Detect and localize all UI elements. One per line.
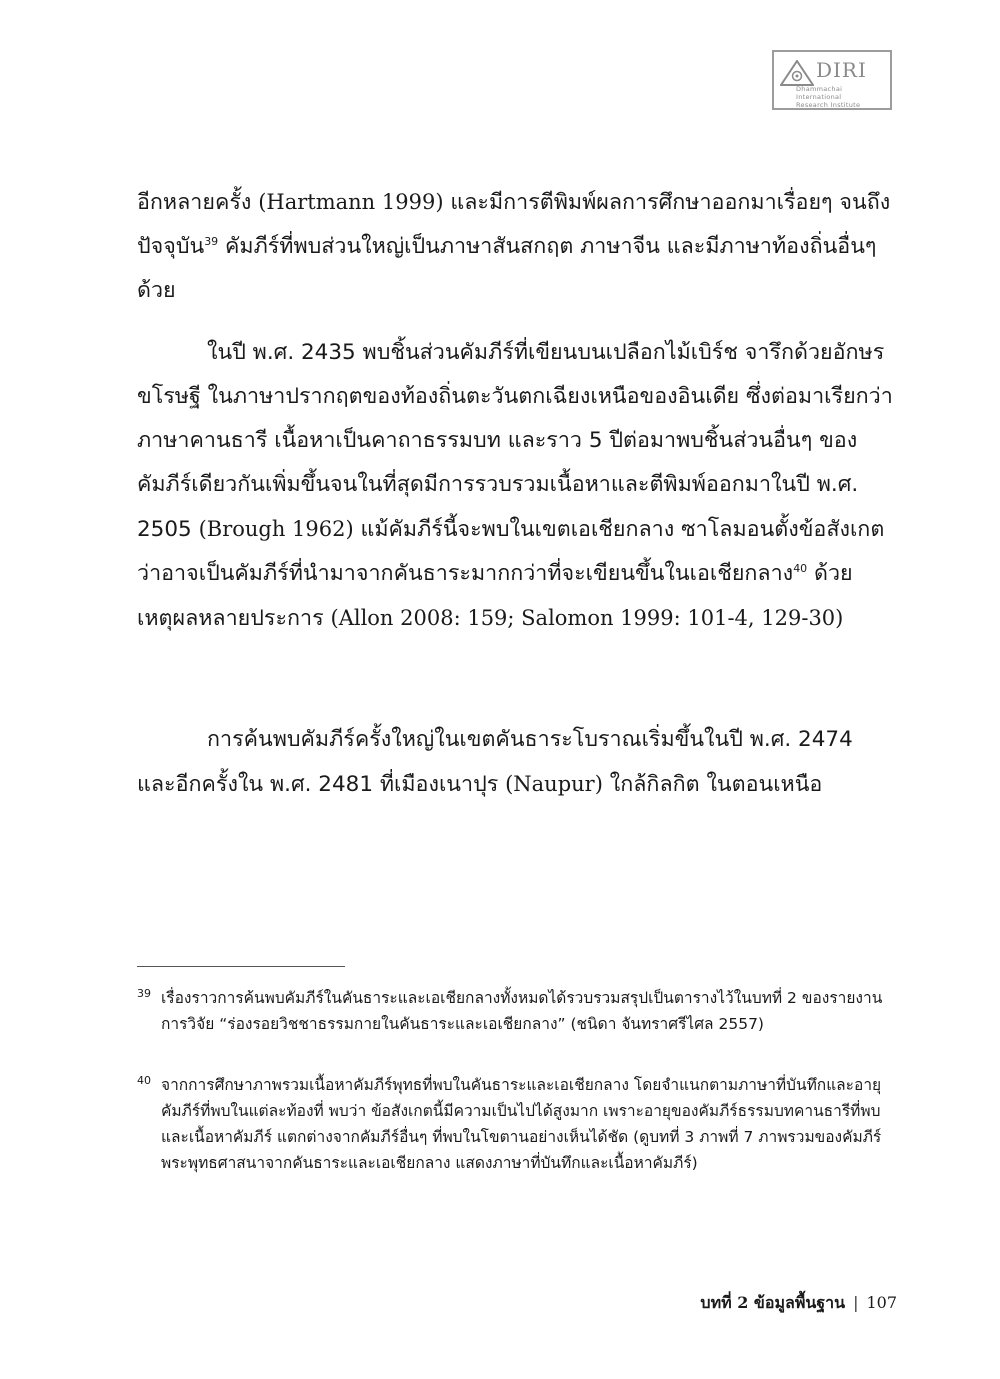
- logo-subtitle: [796, 85, 888, 109]
- chapter-title: บทที่ 2 ข้อมูลพื้นฐาน: [700, 1293, 846, 1312]
- p3-text-a: การค้นพบคัมภีร์ครั้งใหญ่ในเขตคันธาระโบราณเริ่มขึ้นในปี พ.ศ. 2474 และอีกครั้งใน พ.ศ. 2481 ที่เมืองเนาปุร: [137, 727, 853, 797]
- running-footer: [700, 1291, 897, 1316]
- p1-text-c: และมีการตีพิมพ์ผลการศึกษาออกมาเรื่อยๆ จนถึงปัจจุบัน: [137, 190, 891, 259]
- footnote-ref-40[interactable]: 40: [793, 561, 808, 575]
- p2-citation-brough: (Brough 1962): [198, 517, 354, 541]
- diri-logo: [772, 50, 892, 110]
- p2-text-c: แม้คัมภีร์นี้จะพบในเขตเอเชียกลาง ซาโลมอนตั้งข้อสังเกตว่าอาจเป็นคัมภีร์ที่นำมาจากคันธาระมากกว่าที่จะเขียนขึ้นในเอเชียกลาง: [137, 517, 885, 586]
- footnote-39: [137, 985, 897, 1037]
- footnote-text: เรื่องราวการค้นพบคัมภีร์ในคันธาระและเอเชียกลางทั้งหมดได้รวบรวมสรุปเป็นตารางไว้ในบทที่ 2 ของรายงานการวิจัย “ร่องรอยวิชชาธรรมกายในคันธาระและเอเชียกลาง” (ชนิดา จันทราศรีไศล 2557): [161, 989, 883, 1033]
- footnote-divider: [137, 966, 345, 967]
- footnote-text: จากการศึกษาภาพรวมเนื้อหาคัมภีร์พุทธที่พบในคันธาระและเอเชียกลาง โดยจำแนกตามภาษาที่บันทึกและอายุคัมภีร์ที่พบในแต่ละท้องที่ พบว่า ข้อสังเกตนี้มีความเป็นไปได้สูงมาก เพราะอายุของคัมภีร์ธรรมบทคานธารีที่พบ และเนื้อหาคัมภีร์ แตกต่างจากคัมภีร์อื่นๆ ที่พบในโขตานอย่างเห็นได้ชัด (ดูบทที่ 3 ภาพที่ 7 ภาพรวมของคัมภีร์พระพุทธศาสนาจากคันธาระและเอเชียกลาง แสดงภาษาที่บันทึกและเนื้อหาคัมภีร์): [161, 1076, 882, 1172]
- p3-text-c: ใกล้กิลกิต ในตอนเหนือ: [602, 772, 823, 797]
- logo-name: DIRI: [816, 58, 867, 82]
- p2-citation-allon-salomon: (Allon 2008: 159; Salomon 1999: 101-4, 129-30): [330, 606, 844, 630]
- logo-subtitle-line2: Research Institute: [796, 101, 861, 109]
- triangle-logo-icon: [780, 60, 814, 86]
- p1-citation: (Hartmann 1999): [258, 190, 444, 214]
- p2-text-a: ในปี พ.ศ. 2435 พบชิ้นส่วนคัมภีร์ที่เขียนบนเปลือกไม้เบิร์ช จารึกด้วยอักษรขโรษฐี ในภาษาปรากฤตของท้องถิ่นตะวันตกเฉียงเหนือของอินเดีย ซึ่งต่อมาเรียกว่าภาษาคานธารี เนื้อหาเป็นคาถาธรรมบท และราว 5 ปีต่อมาพบชิ้นส่วนอื่นๆ ของคัมภีร์เดียวกันเพิ่มขึ้นจนในที่สุดมีการรวบรวมเนื้อหาและตีพิมพ์ออกมาในปี พ.ศ. 2505: [137, 340, 893, 542]
- paragraph-3: [137, 718, 897, 807]
- p3-naupur: (Naupur): [505, 772, 603, 796]
- paragraph-2: [137, 331, 897, 641]
- p1-text-a: อีกหลายครั้ง: [137, 190, 259, 215]
- p2-text-d: ด้วยเหตุผลหลายประการ: [137, 561, 853, 631]
- footnote-number: 40: [137, 1074, 151, 1087]
- footnote-40: [137, 1072, 897, 1176]
- footnote-ref-39[interactable]: 39: [204, 234, 219, 248]
- page-number: 107: [866, 1293, 897, 1312]
- logo-subtitle-line1: Dhammachai International: [796, 85, 843, 101]
- footnote-number: 39: [137, 987, 151, 1000]
- paragraph-1: [137, 180, 897, 313]
- footer-separator: |: [853, 1293, 859, 1312]
- p1-text-d: คัมภีร์ที่พบส่วนใหญ่เป็นภาษาสันสกฤต ภาษาจีน และมีภาษาท้องถิ่นอื่นๆ ด้วย: [137, 234, 877, 303]
